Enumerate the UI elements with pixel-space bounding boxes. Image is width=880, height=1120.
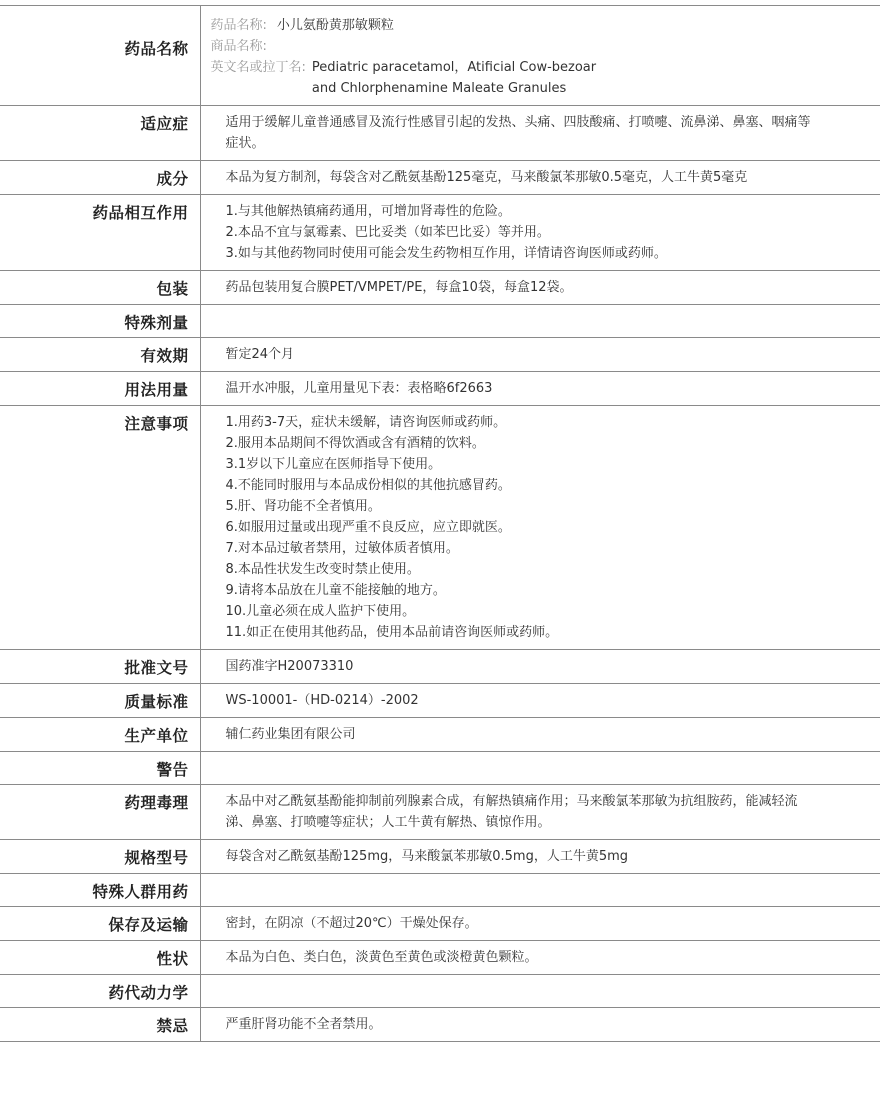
row-value: [200, 650, 880, 684]
row-value: [200, 941, 880, 975]
row-value: [200, 271, 880, 305]
value-line: 暂定24个月: [225, 347, 295, 362]
generic-name-key: 药品名称:: [210, 18, 267, 33]
row-label: 包装: [0, 271, 200, 305]
value-line: 1.与其他解热镇痛药通用，可增加肾毒性的危险。: [225, 204, 511, 219]
english-name-row: [211, 57, 871, 99]
value-line: 3.1岁以下儿童应在医师指导下使用。: [225, 457, 442, 472]
row-label: 性状: [0, 941, 200, 975]
trade-name-value: [267, 36, 277, 57]
value-line: 辅仁药业集团有限公司: [225, 727, 356, 742]
english-name-line-1: Pediatric paracetamol，Atificial Cow-bezoar: [311, 60, 597, 75]
row-label: 药品相互作用: [0, 195, 200, 271]
row-value: [200, 161, 880, 195]
english-name-key: 英文名或拉丁名:: [210, 60, 306, 75]
value-line: 3.如与其他药物同时使用可能会发生药物相互作用，详情请咨询医师或药师。: [225, 246, 667, 261]
value-line: 8.本品性状发生改变时禁止使用。: [225, 562, 420, 577]
spec-row: [0, 195, 880, 271]
spec-row: [0, 406, 880, 650]
row-label: 禁忌: [0, 1008, 200, 1042]
row-value: [200, 372, 880, 406]
row-label: 药理毒理: [0, 785, 200, 840]
row-label: 药代动力学: [0, 975, 200, 1008]
trade-name-key: 商品名称:: [210, 39, 267, 54]
value-line: 适用于缓解儿童普通感冒及流行性感冒引起的发热、头痛、四肢酸痛、打喷嚏、流鼻涕、鼻塞、咽痛等症状。: [225, 115, 811, 151]
row-value: [200, 305, 880, 338]
row-value: [200, 907, 880, 941]
empty-value: [226, 981, 821, 1001]
row-value: [200, 752, 880, 785]
value-line: 7.对本品过敏者禁用，过敏体质者慎用。: [225, 541, 459, 556]
row-label: 批准文号: [0, 650, 200, 684]
row-label: 特殊剂量: [0, 305, 200, 338]
row-value: [200, 406, 880, 650]
value-line: 本品为复方制剂，每袋含对乙酰氨基酚125毫克，马来酸氯苯那敏0.5毫克，人工牛黄5毫克: [225, 170, 748, 185]
value-line: 严重肝肾功能不全者禁用。: [225, 1017, 382, 1032]
trade-name-row: [211, 36, 871, 57]
value-line: 本品中对乙酰氨基酚能抑制前列腺素合成，有解热镇痛作用；马来酸氯苯那敏为抗组胺药，能减轻流涕、鼻塞、打喷嚏等症状；人工牛黄有解热、镇惊作用。: [225, 794, 798, 830]
spec-row: [0, 161, 880, 195]
value-line: WS-10001-（HD-0214）-2002: [225, 693, 419, 708]
value-line: 本品为白色、类白色，淡黄色至黄色或淡橙黄色颗粒。: [225, 950, 538, 965]
english-name-value: [306, 57, 596, 99]
empty-value: [226, 758, 821, 778]
row-value: [200, 684, 880, 718]
spec-row: [0, 372, 880, 406]
spec-row: [0, 338, 880, 372]
row-label: 药品名称: [0, 6, 200, 106]
spec-row: [0, 752, 880, 785]
row-label: 用法用量: [0, 372, 200, 406]
spec-row: [0, 650, 880, 684]
row-label: 警告: [0, 752, 200, 785]
spec-row: [0, 684, 880, 718]
row-label: 成分: [0, 161, 200, 195]
generic-name-row: [211, 15, 871, 36]
row-value: [200, 106, 880, 161]
drug-name-values: [200, 6, 880, 106]
empty-value: [226, 880, 821, 900]
row-label: 保存及运输: [0, 907, 200, 941]
row-label: 注意事项: [0, 406, 200, 650]
value-line: 温开水冲服，儿童用量见下表：表格略6f2663: [225, 381, 493, 396]
spec-row: [0, 840, 880, 874]
row-value: [200, 840, 880, 874]
value-line: 10.儿童必须在成人监护下使用。: [225, 604, 416, 619]
spec-row: [0, 106, 880, 161]
value-line: 1.用药3-7天，症状未缓解，请咨询医师或药师。: [225, 415, 507, 430]
value-line: 药品包装用复合膜PET/VMPET/PE，每盒10袋，每盒12袋。: [225, 280, 573, 295]
english-name-line-2: and Chlorphenamine Maleate Granules: [311, 81, 567, 96]
row-label: 有效期: [0, 338, 200, 372]
value-line: 每袋含对乙酰氨基酚125mg，马来酸氯苯那敏0.5mg，人工牛黄5mg: [225, 849, 629, 864]
spec-row: [0, 305, 880, 338]
row-label: 质量标准: [0, 684, 200, 718]
value-line: 国药准字H20073310: [225, 659, 354, 674]
row-value: [200, 195, 880, 271]
drug-spec-table: [0, 5, 880, 1042]
spec-row: [0, 975, 880, 1008]
row-value: [200, 1008, 880, 1042]
spec-row: [0, 941, 880, 975]
row-value: [200, 718, 880, 752]
value-line: 5.肝、肾功能不全者慎用。: [225, 499, 381, 514]
value-line: 2.本品不宜与氯霉素、巴比妥类（如苯巴比妥）等并用。: [225, 225, 550, 240]
value-line: 4.不能同时服用与本品成份相似的其他抗感冒药。: [225, 478, 511, 493]
spec-row: [0, 271, 880, 305]
spec-row: [0, 718, 880, 752]
row-label: 生产单位: [0, 718, 200, 752]
spec-row: [0, 785, 880, 840]
generic-name-value: 小儿氨酚黄那敏颗粒: [276, 18, 394, 33]
value-line: 6.如服用过量或出现严重不良反应，应立即就医。: [225, 520, 511, 535]
row-value: [200, 785, 880, 840]
drug-spec-table-body: [0, 6, 880, 1042]
spec-row: [0, 907, 880, 941]
spec-row-drug-name: [0, 6, 880, 106]
row-label: 特殊人群用药: [0, 874, 200, 907]
row-value: [200, 975, 880, 1008]
row-value: [200, 874, 880, 907]
value-line: 2.服用本品期间不得饮酒或含有酒精的饮料。: [225, 436, 485, 451]
value-line: 密封，在阴凉（不超过20℃）干燥处保存。: [225, 916, 478, 931]
spec-row: [0, 874, 880, 907]
empty-value: [226, 311, 821, 331]
value-line: 9.请将本品放在儿童不能接触的地方。: [225, 583, 446, 598]
row-value: [200, 338, 880, 372]
row-label: 规格型号: [0, 840, 200, 874]
value-line: 11.如正在使用其他药品，使用本品前请咨询医师或药师。: [225, 625, 559, 640]
spec-row: [0, 1008, 880, 1042]
row-label: 适应症: [0, 106, 200, 161]
drug-spec-page: [0, 5, 880, 1042]
